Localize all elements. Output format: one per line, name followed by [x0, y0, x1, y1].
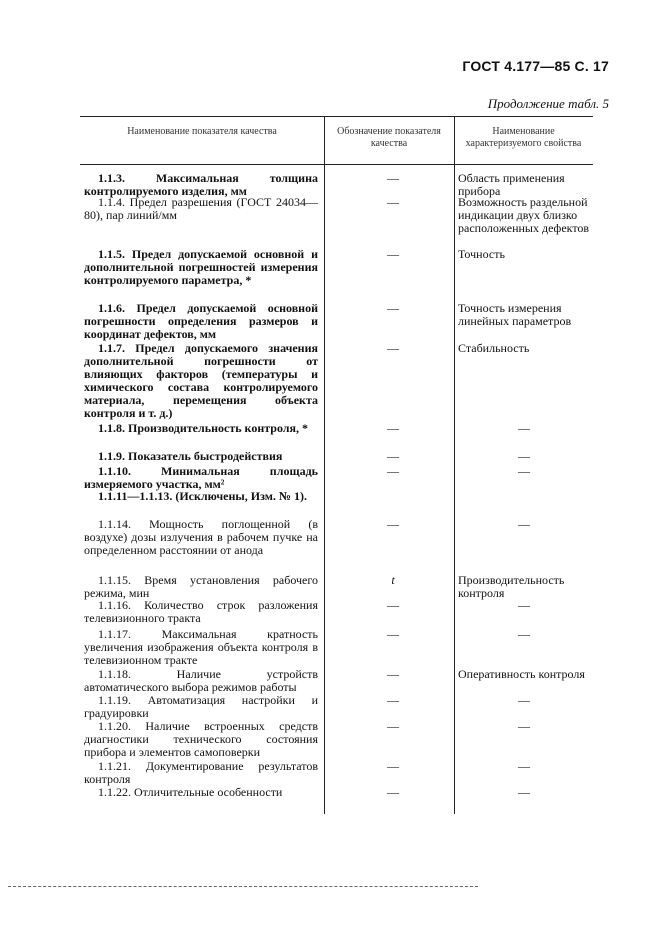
indicator-mark: —	[387, 517, 399, 531]
indicator-name: 1.1.11—1.1.13. (Исключены, Изм. № 1).	[98, 489, 307, 503]
characterized-property: Производительность контроля	[458, 573, 565, 600]
characterized-property: —	[518, 449, 530, 463]
characterized-property: Точность	[458, 247, 505, 261]
indicator-mark: —	[387, 464, 399, 478]
column-header-name: Наименование показателя качества	[127, 126, 277, 137]
indicator-mark: —	[387, 627, 399, 641]
indicator-mark: —	[387, 421, 399, 435]
quality-indicators-table	[80, 116, 593, 814]
indicator-mark: —	[387, 449, 399, 463]
indicator-name: 1.1.16. Количество строк разложения телевизионного тракта	[84, 598, 318, 625]
column-header-mark: Обозначение показателя качества	[337, 126, 441, 149]
characterized-property: —	[518, 517, 530, 531]
page-header: ГОСТ 4.177—85 С. 17	[462, 58, 609, 74]
indicator-mark: —	[387, 301, 399, 315]
indicator-name: 1.1.15. Время установления рабочего режима, мин	[84, 573, 318, 600]
indicator-mark: —	[387, 693, 399, 707]
characterized-property: —	[518, 693, 530, 707]
indicator-name: 1.1.7. Предел допускаемого значения дополнительной погрешности от влияющих факторов (температуры и химического состава контролируемого материала, перемещения объекта контроля и т. д.)	[84, 341, 318, 420]
indicator-mark: t	[391, 573, 395, 587]
indicator-mark: —	[387, 195, 399, 209]
indicator-name: 1.1.10. Минимальная площадь измеряемого участка, мм²	[84, 464, 318, 491]
characterized-property: Область применения прибора	[458, 171, 565, 198]
indicator-mark: —	[387, 667, 399, 681]
indicator-name: 1.1.14. Мощность поглощенной (в воздухе) дозы излучения в рабочем пучке на определенном расстоянии от анода	[84, 517, 318, 557]
characterized-property: —	[518, 421, 530, 435]
indicator-name: 1.1.3. Максимальная толщина контролируемого изделия, мм	[84, 171, 318, 198]
indicator-name: 1.1.5. Предел допускаемой основной и дополнительной погрешностей измерения контролируемого параметра, *	[84, 247, 318, 287]
indicator-name: 1.1.22. Отличительные особенности	[98, 785, 283, 799]
indicator-name: 1.1.18. Наличие устройств автоматического выбора режимов работы	[84, 667, 318, 694]
characterized-property: Возможность раздельной индикации двух близко расположенных дефектов	[458, 195, 590, 235]
indicator-mark: —	[387, 759, 399, 773]
characterized-property: —	[518, 627, 530, 641]
indicator-name: 1.1.17. Максимальная кратность увеличения изображения объекта контроля в телевизионном тракте	[84, 627, 318, 667]
characterized-property: —	[518, 719, 530, 733]
characterized-property: Точность измерения линейных параметров	[458, 301, 572, 328]
indicator-mark: —	[387, 785, 399, 799]
indicator-name: 1.1.20. Наличие встроенных средств диагностики технического состояния прибора и элементов самоповерки	[84, 719, 318, 759]
table-top-rule	[80, 116, 593, 117]
indicator-name: 1.1.8. Производительность контроля, *	[98, 421, 309, 435]
header-bottom-rule	[80, 164, 593, 165]
indicator-name: 1.1.9. Показатель быстродействия	[98, 449, 283, 463]
indicator-mark: —	[387, 598, 399, 612]
indicator-name: 1.1.19. Автоматизация настройки и градуировки	[84, 693, 318, 720]
column-header-property: Наименование характеризуемого свойства	[465, 126, 582, 149]
indicator-mark: —	[387, 171, 399, 185]
characterized-property: —	[518, 464, 530, 478]
indicator-name: 1.1.4. Предел разрешения (ГОСТ 24034—80), пар линий/мм	[84, 195, 318, 222]
characterized-property: —	[518, 785, 530, 799]
indicator-name: 1.1.6. Предел допускаемой основной погрешности определения размеров и координат дефектов, мм	[84, 301, 318, 341]
footer-scan-mark	[8, 886, 478, 888]
characterized-property: —	[518, 759, 530, 773]
table-continuation-label: Продолжение табл. 5	[487, 96, 609, 111]
characterized-property: Оперативность контроля	[458, 667, 585, 681]
characterized-property: Стабильность	[458, 341, 530, 355]
column-divider-1	[324, 116, 325, 814]
indicator-mark: —	[387, 341, 399, 355]
indicator-name: 1.1.21. Документирование результатов контроля	[84, 759, 318, 786]
indicator-mark: —	[387, 719, 399, 733]
characterized-property: —	[518, 598, 530, 612]
indicator-mark: —	[387, 247, 399, 261]
